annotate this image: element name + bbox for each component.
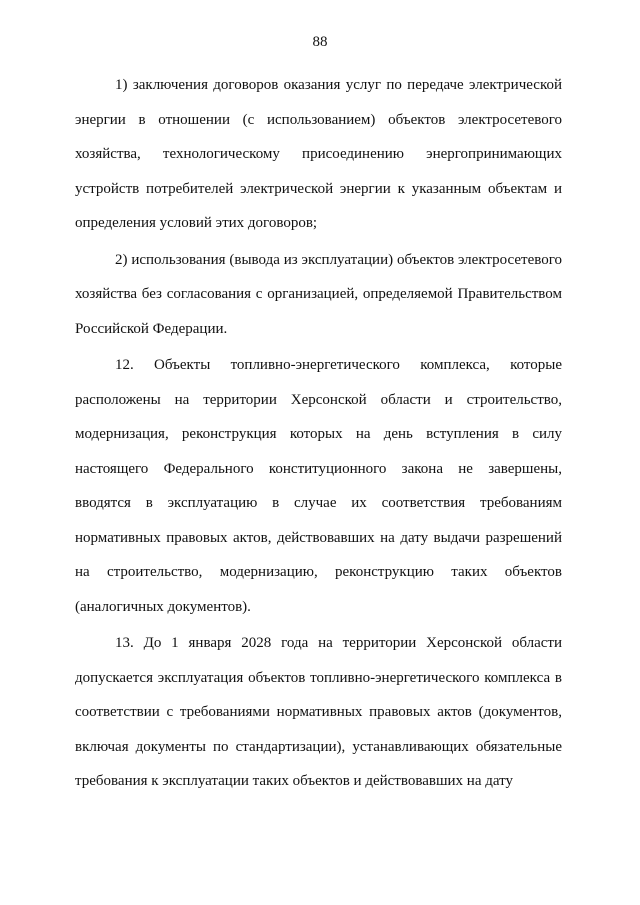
paragraph-12: 12. Объекты топливно-энергетического комплекса, которые расположены на территории Херсонской области и строительство, модернизация, реконструкция которых на день вступления в силу настоящего Федерального конституционного закона не завершены, вводятся в эксплуатацию в случае их соответствия требованиям нормативных правовых актов, действовавших на дату выдачи разрешений на строительство, модернизацию, реконструкцию таких объектов (аналогичных документов).: [75, 357, 562, 615]
document-body: [75, 68, 562, 801]
paragraph-2: 2) использования (вывода из эксплуатации) объектов электросетевого хозяйства без согласования с организацией, определяемой Правительством Российской Федерации.: [75, 251, 562, 337]
page-number: 88: [312, 34, 328, 50]
paragraph-1: 1) заключения договоров оказания услуг по передаче электрической энергии в отношении (с использованием) объектов электросетевого хозяйства, технологическому присоединению энергопринимающих устройств потребителей электрической энергии к указанным объектам и определения условий этих договоров;: [75, 77, 562, 231]
paragraph-13: 13. До 1 января 2028 года на территории Херсонской области допускается эксплуатация объектов топливно-энергетического комплекса в соответствии с требованиями нормативных правовых актов (документов, включая документы по стандартизации), устанавливающих обязательные требования к эксплуатации таких объектов и действовавших на дату: [75, 635, 562, 789]
